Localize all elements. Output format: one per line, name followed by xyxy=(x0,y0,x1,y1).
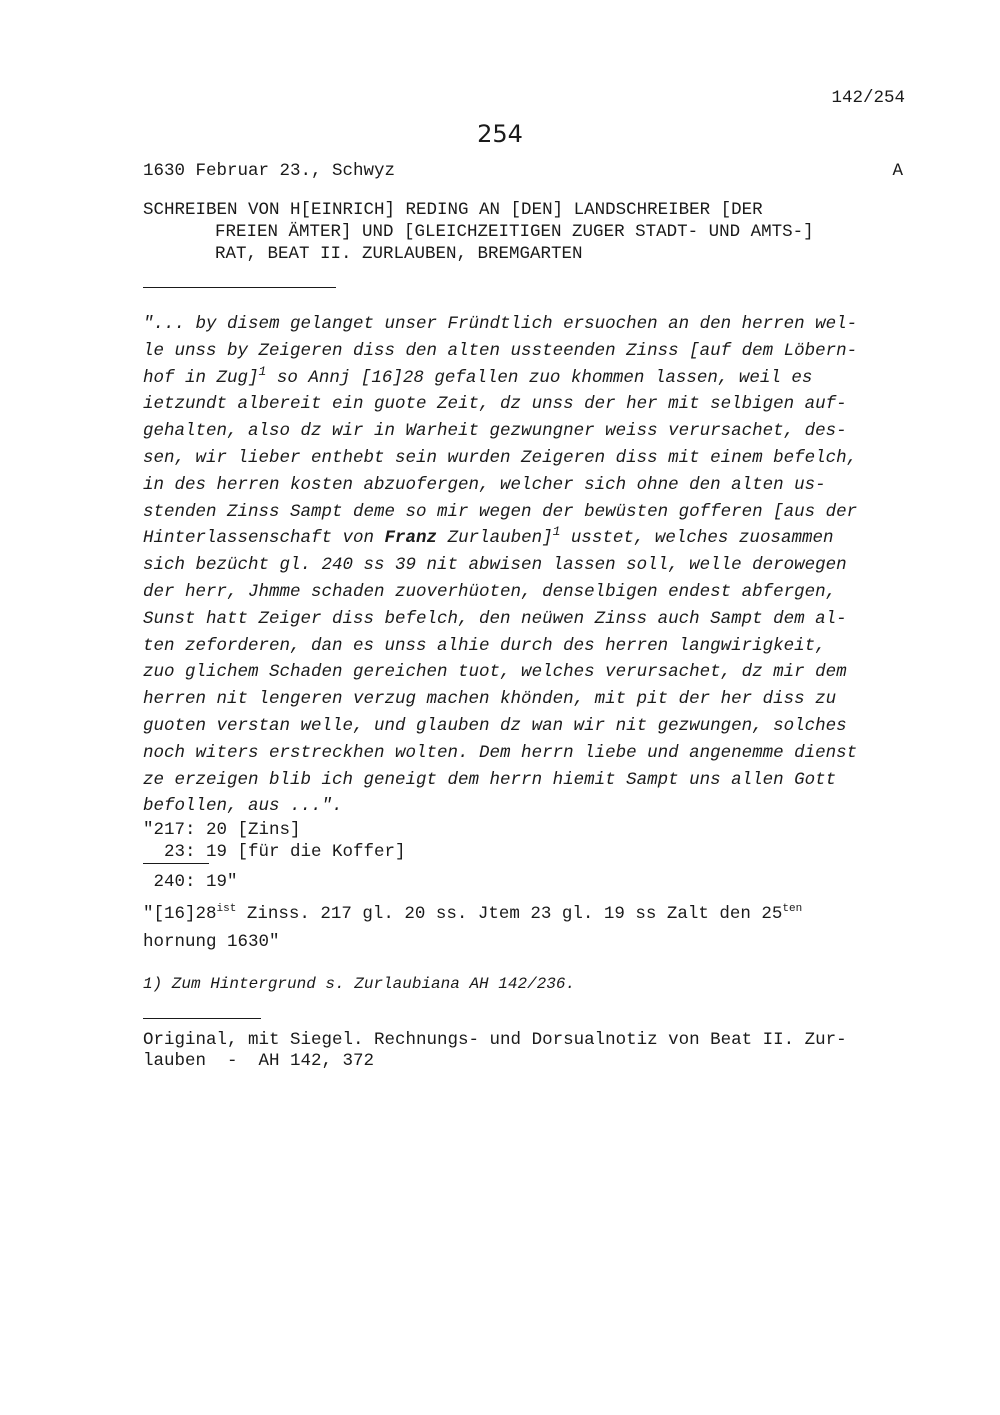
footnote-marker: 1 xyxy=(552,524,561,540)
footnote: 1) Zum Hintergrund s. Zurlaubiana AH 142/236. xyxy=(143,975,576,993)
quote-line: hof in Zug]$^1$ so Annj [16]28 gefallen zuo khommen lassen, weil es xyxy=(143,363,813,388)
quote-line: ze erzeigen blib ich geneigt dem herrn hiemit Sampt uns allen Gott xyxy=(143,769,837,790)
quote-line: zuo glichem Schaden gereichen tuot, welches verursachet, dz mir dem xyxy=(143,662,847,683)
source-line: lauben - AH 142, 372 xyxy=(143,1051,375,1071)
accounting-line: 23: 19 [für die Koffer] xyxy=(143,842,406,862)
quote-line: gehalten, also dz wir in Warheit gezwungner weiss verursachet, des- xyxy=(143,421,847,442)
quote-line: ten zeforderen, dan es unss alhie durch des herren langwirigkeit, xyxy=(143,635,826,656)
quote-line: sich bezücht gl. 240 ss 39 nit abwisen lassen soll, welle derowegen xyxy=(143,555,847,576)
accounting-total: 240: 19" xyxy=(143,872,238,892)
footnote-marker: 1 xyxy=(258,363,267,379)
superscript: ten xyxy=(782,903,803,916)
superscript: ist xyxy=(216,903,237,916)
quote-line: in des herren kosten abzuofergen, welcher sich ohne den alten us- xyxy=(143,474,826,495)
quote-line: Hinterlassenschaft von Franz Zurlauben]$^1$ usstet, welches zuosammen xyxy=(143,524,834,549)
title-divider xyxy=(143,287,336,288)
quote-line: noch witers erstreckhen wolten. Dem herrn liebe und angenemme dienst xyxy=(143,742,858,763)
quote-line: Sunst hatt Zeiger diss befelch, den neüwen Zinss auch Sampt dem al- xyxy=(143,608,847,629)
classification-letter: A xyxy=(892,161,903,181)
sum-divider xyxy=(143,863,209,864)
accounting-line: "217: 20 [Zins] xyxy=(143,820,301,840)
quote-line: sen, wir lieber enthebt sein wurden Zeigeren diss mit einem befelch, xyxy=(143,447,858,468)
source-line: Original, mit Siegel. Rechnungs- und Dorsualnotiz von Beat II. Zur- xyxy=(143,1030,847,1050)
quote-line: "... by disem gelanget unser Fründtlich ersuochen an den herren wel- xyxy=(143,314,858,334)
dorsal-note-line: hornung 1630" xyxy=(143,932,280,952)
quote-line: stenden Zinss Sampt deme so mir wegen der bewüsten gofferen [aus der xyxy=(143,501,858,522)
source-note xyxy=(143,1030,903,1072)
date-place: 1630 Februar 23., Schwyz xyxy=(143,161,396,181)
quote-line: le unss by Zeigeren diss den alten ussteenden Zinss [auf dem Löbern- xyxy=(143,340,858,361)
quote-line: der herr, Jhmme schaden zuoverhüoten, denselbigen endest abfergen, xyxy=(143,581,837,602)
dorsal-note-line: "$[16]28^{ist}$ Zinss. 217 gl. 20 ss. Jtem 23 gl. 19 ss Zalt den $25^{ten}$ xyxy=(143,903,803,924)
quote-line: guoten verstan welle, und glauben dz wan wir nit gezwungen, solches xyxy=(143,715,847,736)
quote-line: befollen, aus ...". xyxy=(143,796,343,817)
title-line: FREIEN ÄMTER] UND [GLEICHZEITIGEN ZUGER STADT- UND AMTS-] xyxy=(215,222,814,242)
document-title xyxy=(143,199,903,265)
quote-line: ietzundt albereit ein guote Zeit, dz unss der her mit selbigen auf- xyxy=(143,394,847,415)
name-emphasis: Franz xyxy=(384,528,438,549)
title-line: RAT, BEAT II. ZURLAUBEN, BREMGARTEN xyxy=(215,244,583,264)
footnote-divider xyxy=(143,1018,261,1019)
page-reference: 142/254 xyxy=(831,88,905,108)
title-line: SCHREIBEN VON H[EINRICH] REDING AN [DEN] LANDSCHREIBER [DER xyxy=(143,200,763,220)
letter-quotation xyxy=(143,311,903,820)
document-number: 254 xyxy=(477,120,523,148)
quote-line: herren nit lengeren verzug machen khönden, mit pit der her diss zu xyxy=(143,689,837,710)
